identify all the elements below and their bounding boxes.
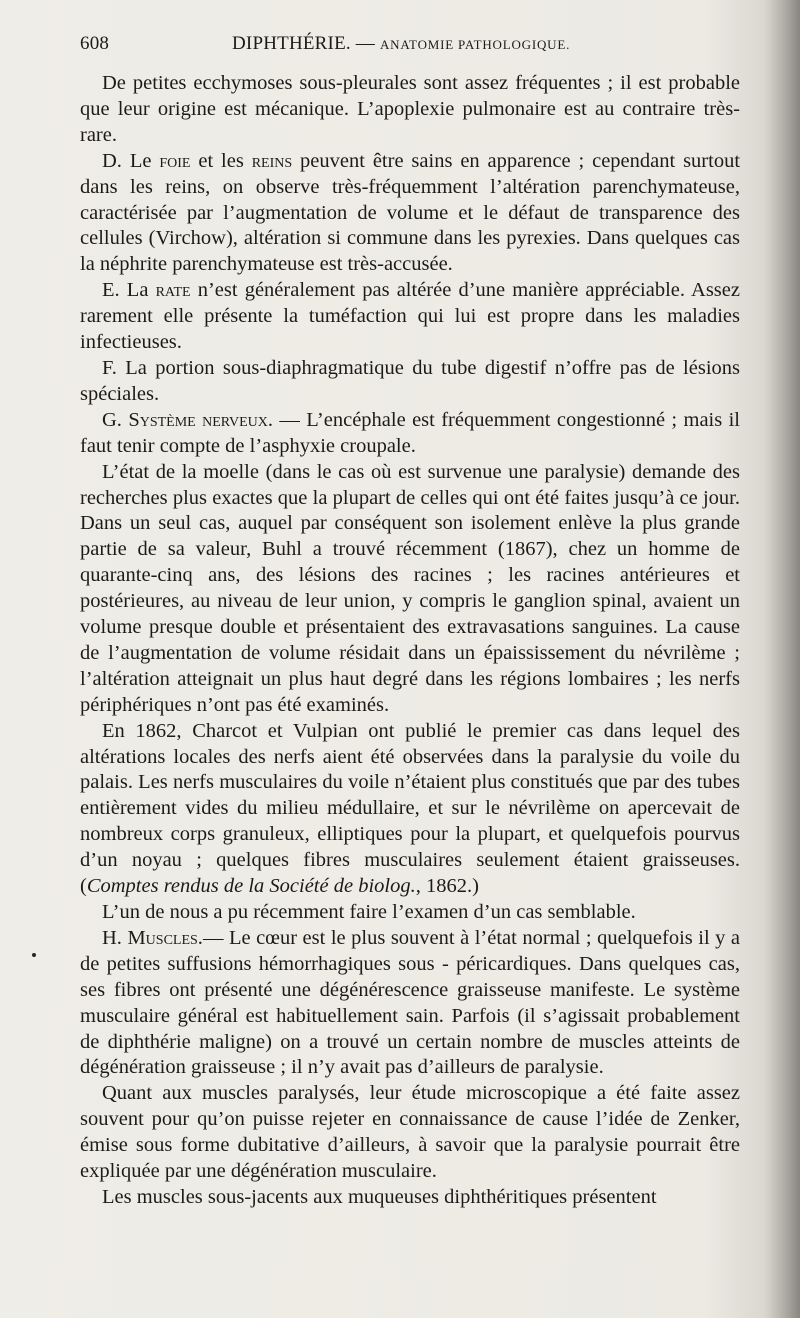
- page-number: 608: [80, 33, 110, 54]
- margin-ink-dot: [32, 953, 36, 957]
- paragraph-tube-digestif: F. La portion sous-diaphragmatique du tube digestif n’offre pas de lésions spéciales.: [80, 356, 740, 405]
- paragraph-muscles-paralyses: Quant aux muscles paralysés, leur étude microscopique a été faite assez souvent pour qu’on puisse rejeter en connaissance de cause l’idée de Zenker, émise sous forme dubitative d’ailleurs, à savoir que la paralysie pourrait être expliquée par une dégénération musculaire.: [80, 1082, 740, 1183]
- section-heading-muscles: Muscles.: [127, 926, 203, 949]
- paragraph-moelle: L’état de la moelle (dans le cas où est survenue une paralysie) demande des recherches plus exactes que la plupart de celles qui ont été faites jusqu’à ce jour. Dans un seul cas, auquel par conséquent son isolement enlève la plus grande partie de sa valeur, Buhl a trouvé récemment (1867), chez un homme de quarante-cinq ans, des lésions des racines ; les racines antérieures et postérieures, au niveau de leur union, y compris le ganglion spinal, avaient un volume presque double et présentaient des extravasations sanguines. La cause de l’augmentation de volume résidait dans un épaississement du névrilème ; l’altération atteignait un plus haut degré dans les régions lombaires ; les nerfs périphériques n’ont pas été examinés.: [80, 460, 740, 716]
- term-foie: foie: [159, 149, 191, 172]
- page-header: [80, 33, 740, 63]
- paragraph-systeme-nerveux: G. Système nerveux. — L’encéphale est fréquemment congestionné ; mais il faut tenir compte de l’asphyxie croupale.: [80, 408, 741, 457]
- term-reins: reins: [251, 149, 293, 172]
- paragraph-cas-semblable: L’un de nous a pu récemment faire l’examen d’un cas semblable.: [102, 901, 636, 923]
- running-title: [232, 33, 570, 55]
- running-title-subtitle: ANATOMIE PATHOLOGIQUE.: [379, 37, 571, 52]
- term-rate: rate: [155, 279, 191, 302]
- section-heading-systeme-nerveux: Système nerveux.: [128, 408, 273, 431]
- body-text: [80, 71, 740, 1211]
- paragraph-rate: E. La rate n’est généralement pas altérée d’une manière appréciable. Assez rarement elle présente la tuméfaction qui lui est propre dans les maladies infectieuses.: [80, 279, 740, 354]
- paragraph-muscles: H. Muscles.— Le cœur est le plus souvent à l’état normal ; quelquefois il y a de petites suffusions hémorrhagiques sous - péricardiques. Dans quelques cas, ses fibres ont présenté une dégénérescence graisseuse manifeste. Le système musculaire général est habituellement sain. Parfois (il s’agissait probablement de diphthérie maligne) on a trouvé un certain nombre de muscles atteints de dégénération graisseuse ; il n’y avait pas d’ailleurs de paralysie.: [80, 926, 741, 1079]
- running-title-main: DIPHTHÉRIE. —: [232, 33, 375, 54]
- paragraph-ecchymoses: De petites ecchymoses sous-pleurales sont assez fréquentes ; il est probable que leur origine est mécanique. L’apoplexie pulmonaire est au contraire très-rare.: [80, 72, 740, 146]
- paragraph-muscles-sous-jacents: Les muscles sous-jacents aux muqueuses diphthéritiques présentent: [102, 1185, 657, 1208]
- paragraph-charcot-vulpian: En 1862, Charcot et Vulpian ont publié le premier cas dans lequel des altérations locales des nerfs aient été observées dans la paralysie du voile du palais. Les nerfs musculaires du voile n’étaient plus constitués que par des tubes entièrement vides du milieu médullaire, et sur le névrilème on apercevait de nombreux corps granuleux, elliptiques pour la plupart, et quelquefois pourvus d’un noyau ; quelques fibres musculaires seulement étaient graisseuses. (Comptes rendus de la Société de biolog., 1862.): [80, 719, 740, 898]
- page-gutter-shadow: [764, 0, 800, 1318]
- paragraph-foie-reins: D. Le foie et les reins peuvent être sains en apparence ; cependant surtout dans les reins, on observe très-fréquemment l’altération parenchymateuse, caractérisée par l’augmentation de volume et le défaut de transparence des cellules (Virchow), altération si commune dans les pyrexies. Dans quelques cas la néphrite parenchymateuse est très-accusée.: [80, 149, 741, 276]
- citation-title: Comptes rendus de la Société de biolog.: [86, 875, 416, 898]
